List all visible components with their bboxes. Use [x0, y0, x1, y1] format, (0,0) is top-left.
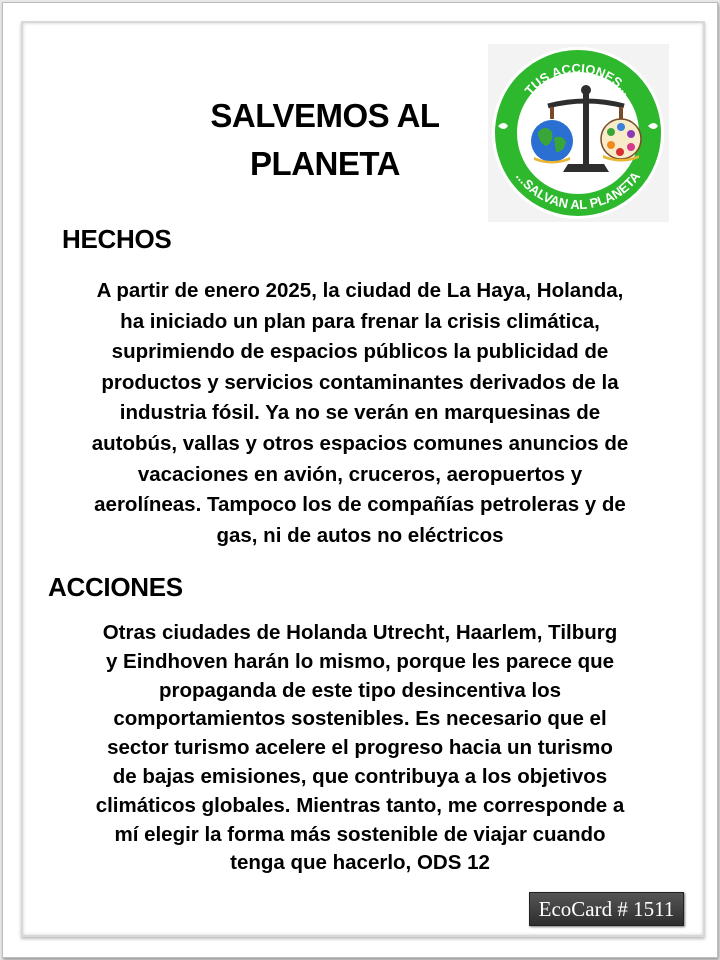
text-line: vacaciones en avión, cruceros, aeropuertos y	[137, 462, 583, 486]
text-line: y Eindhoven harán lo mismo, porque les parece que	[105, 649, 615, 673]
text-line: aerolíneas. Tampoco los de compañías petroleras y de	[94, 493, 626, 517]
acciones-paragraph	[20, 619, 700, 878]
logo-bottom-text: ...SALVAN AL PLANETA	[512, 168, 644, 213]
logo-scale-icon	[488, 44, 669, 222]
hechos-paragraph	[20, 276, 700, 551]
text-line: gas, ni de autos no eléctricos	[216, 523, 504, 547]
logo-top-text: TUS ACCIONES...	[521, 60, 635, 98]
title-line: PLANETA	[250, 145, 400, 182]
text-line: mí elegir la forma más sostenible de viajar cuando	[114, 822, 606, 846]
text-line: autobús, vallas y otros espacios comunes anuncios de	[91, 431, 629, 455]
text-line: A partir de enero 2025, la ciudad de La Haya, Holanda,	[96, 279, 624, 302]
text-line: ha iniciado un plan para frenar la crisis climática,	[120, 309, 600, 333]
text-line: climáticos globales. Mientras tanto, me corresponde a	[95, 793, 625, 817]
hechos-heading: HECHOS	[62, 224, 172, 254]
ecocard-badge: EcoCard # 1511	[529, 892, 684, 926]
text-line: comportamientos sostenibles. Es necesario que el	[113, 707, 607, 731]
text-line: Otras ciudades de Holanda Utrecht, Haarlem, Tilburg	[102, 621, 618, 644]
text-line: productos y servicios contaminantes derivados de la	[101, 370, 619, 394]
text-line: de bajas emisiones, que contribuya a los objetivos	[112, 764, 608, 788]
text-line: propaganda de este tipo desincentiva los	[158, 678, 562, 702]
text-line: sector turismo acelere el progreso hacia un turismo	[107, 736, 613, 760]
page-title	[150, 92, 500, 188]
text-line: tenga que hacerlo, ODS 12	[230, 851, 490, 875]
title-line: SALVEMOS AL	[210, 97, 440, 134]
text-line: industria fósil. Ya no se verán en marquesinas de	[119, 401, 601, 425]
acciones-heading: ACCIONES	[48, 572, 183, 602]
text-line: suprimiendo de espacios públicos la publicidad de	[111, 340, 609, 364]
